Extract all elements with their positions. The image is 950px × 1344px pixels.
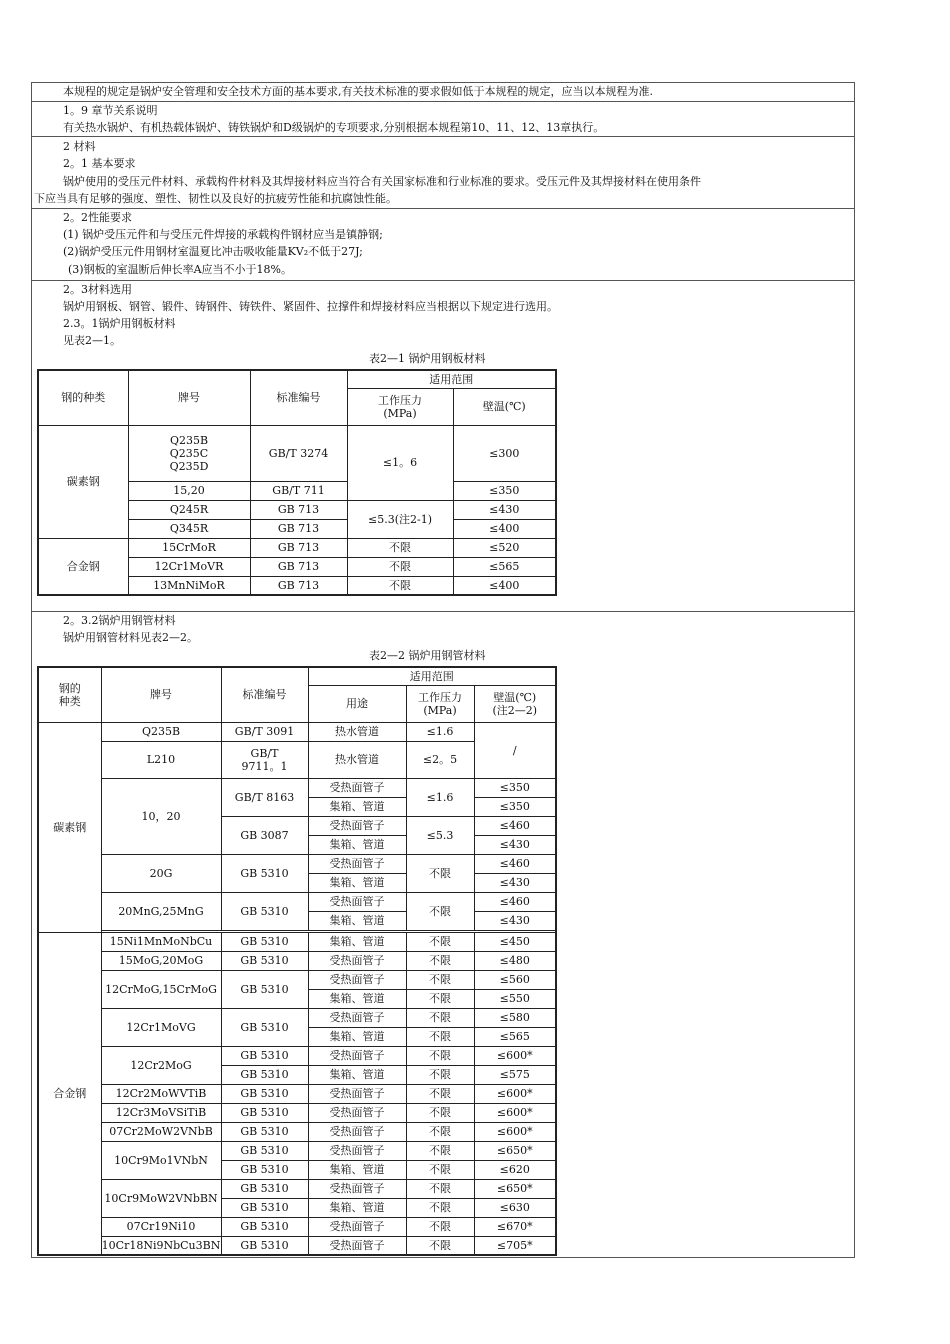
pressure-cell: 不限 xyxy=(406,1046,474,1065)
pressure-cell: 不限 xyxy=(406,1236,474,1255)
use-cell: 受热面管子 xyxy=(308,1141,406,1160)
standard-cell: GB/T 8163 xyxy=(221,778,308,816)
pressure-cell: 不限 xyxy=(406,1122,474,1141)
grade-cell: 12Cr3MoVSiTiB xyxy=(101,1103,221,1122)
header-kind xyxy=(38,667,101,722)
grade-cell: 13MnNiMoR xyxy=(128,576,250,595)
standard-cell: GB/T 3274 xyxy=(250,425,347,481)
pressure-cell: 不限 xyxy=(406,1198,474,1217)
standard-cell: GB 5310 xyxy=(221,1046,308,1065)
grade-cell: 15,20 xyxy=(128,481,250,500)
pressure-cell: ≤5.3 xyxy=(406,816,474,854)
header-grade: 牌号 xyxy=(101,667,221,722)
pressure-cell: 不限 xyxy=(406,989,474,1008)
temp-cell: / xyxy=(474,722,556,778)
grade-line: Q235B xyxy=(169,433,209,447)
temp-cell: ≤300 xyxy=(453,425,556,481)
grade-cell: 07Cr19Ni10 xyxy=(101,1217,221,1236)
standard-cell: GB 5310 xyxy=(221,854,308,892)
pressure-cell: 不限 xyxy=(406,1084,474,1103)
use-cell: 热水管道 xyxy=(308,741,406,778)
list-item: (2)锅炉受压元件用钢材室温夏比冲击吸收能量KV₂不低于27J; xyxy=(63,245,363,258)
header-pressure-unit: (MPa) xyxy=(383,406,417,420)
standard-cell: GB 713 xyxy=(250,557,347,576)
temp-cell: ≤350 xyxy=(474,778,556,797)
pressure-cell: 不限 xyxy=(406,854,474,892)
use-cell: 集箱、管道 xyxy=(308,1160,406,1179)
header-temp: 壁温(℃) xyxy=(453,388,556,425)
section-heading: 2。2性能要求 xyxy=(63,211,132,224)
temp-cell: ≤560 xyxy=(474,970,556,989)
temp-cell: ≤350 xyxy=(474,797,556,816)
use-cell: 受热面管子 xyxy=(308,1084,406,1103)
paragraph: 锅炉用钢板、钢管、锻件、铸钢件、铸铁件、紧固件、拉撑件和焊接材料应当根据以下规定进行选用。 xyxy=(63,300,558,313)
pressure-cell: ≤2。5 xyxy=(406,741,474,778)
use-cell: 热水管道 xyxy=(308,722,406,741)
paragraph: 锅炉用钢管材料见表2—2。 xyxy=(63,631,198,644)
temp-cell: ≤400 xyxy=(453,519,556,538)
temp-cell: ≤600* xyxy=(474,1122,556,1141)
standard-cell: GB 5310 xyxy=(221,1160,308,1179)
temp-cell: ≤550 xyxy=(474,989,556,1008)
pressure-cell: 不限 xyxy=(347,576,453,595)
kind-cell: 合金钢 xyxy=(38,932,101,1255)
temp-cell: ≤430 xyxy=(474,835,556,854)
temp-cell: ≤480 xyxy=(474,951,556,970)
pressure-cell: ≤1.6 xyxy=(406,778,474,816)
standard-cell: GB 713 xyxy=(250,500,347,519)
grade-cell: 15CrMoR xyxy=(128,538,250,557)
paragraph: 有关热水锅炉、有机热载体锅炉、铸铁锅炉和D级锅炉的专项要求,分别根据本规程第10、11、12、13章执行。 xyxy=(63,121,605,134)
kind-cell: 合金钢 xyxy=(38,538,128,595)
use-cell: 集箱、管道 xyxy=(308,797,406,816)
pressure-cell: 不限 xyxy=(347,557,453,576)
standard-cell: GB 3087 xyxy=(221,816,308,854)
temp-cell: ≤705* xyxy=(474,1236,556,1255)
list-item: (1) 锅炉受压元件和与受压元件焊接的承载构件钢材应当是镇静钢; xyxy=(63,228,383,241)
temp-cell: ≤460 xyxy=(474,854,556,873)
pressure-cell: 不限 xyxy=(406,1179,474,1198)
pressure-cell: ≤5.3(注2-1) xyxy=(347,500,453,538)
temp-cell: ≤565 xyxy=(453,557,556,576)
use-cell: 受热面管子 xyxy=(308,970,406,989)
use-cell: 集箱、管道 xyxy=(308,932,406,951)
grade-cell: 10Cr9Mo1VNbN xyxy=(101,1141,221,1179)
standard-cell xyxy=(221,741,308,778)
temp-cell: ≤575 xyxy=(474,1065,556,1084)
section-2-2 xyxy=(32,208,854,280)
temp-cell: ≤460 xyxy=(474,816,556,835)
temp-cell: ≤630 xyxy=(474,1198,556,1217)
use-cell: 受热面管子 xyxy=(308,778,406,797)
section-heading: 2。3材料选用 xyxy=(63,283,132,296)
header-temp-note: (注2—2) xyxy=(492,703,538,717)
paragraph: 见表2—1。 xyxy=(63,334,121,347)
header-kind-line: 钢的 xyxy=(58,681,81,695)
use-cell: 受热面管子 xyxy=(308,1103,406,1122)
grade-cell: Q235B xyxy=(101,722,221,741)
kind-cell: 碳素钢 xyxy=(38,425,128,538)
pressure-cell: 不限 xyxy=(406,1217,474,1236)
pressure-cell: 不限 xyxy=(406,1160,474,1179)
standard-cell: GB 713 xyxy=(250,576,347,595)
pressure-cell: 不限 xyxy=(406,1103,474,1122)
standard-cell: GB 5310 xyxy=(221,1065,308,1084)
header-temp-label: 壁温(℃) xyxy=(493,690,537,704)
use-cell: 集箱、管道 xyxy=(308,989,406,1008)
temp-cell: ≤650* xyxy=(474,1179,556,1198)
standard-cell: GB 5310 xyxy=(221,1122,308,1141)
use-cell: 受热面管子 xyxy=(308,951,406,970)
standard-cell: GB 5310 xyxy=(221,970,308,1008)
standard-cell: GB 5310 xyxy=(221,932,308,951)
grade-cell: Q245R xyxy=(128,500,250,519)
pressure-cell: 不限 xyxy=(347,538,453,557)
grade-cell: 12Cr1MoVG xyxy=(101,1008,221,1046)
list-item: (3)钢板的室温断后伸长率A应当不小于18%。 xyxy=(68,263,292,276)
header-grade: 牌号 xyxy=(128,370,250,425)
table-caption: 表2—2 锅炉用钢管材料 xyxy=(369,649,486,662)
standard-cell: GB 5310 xyxy=(221,1179,308,1198)
grade-line: Q235C xyxy=(169,446,209,460)
use-cell: 集箱、管道 xyxy=(308,1027,406,1046)
use-cell: 集箱、管道 xyxy=(308,1065,406,1084)
header-pressure xyxy=(347,388,453,425)
pressure-cell: 不限 xyxy=(406,1141,474,1160)
use-cell: 受热面管子 xyxy=(308,1236,406,1255)
pressure-cell: 不限 xyxy=(406,1008,474,1027)
section-heading: 1。9 章节关系说明 xyxy=(63,104,158,117)
section-2-3-2 xyxy=(32,611,854,1257)
temp-cell: ≤670* xyxy=(474,1217,556,1236)
grade-cell: 07Cr2MoW2VNbB xyxy=(101,1122,221,1141)
standard-cell: GB 5310 xyxy=(221,1141,308,1160)
header-standard: 标准编号 xyxy=(221,667,308,722)
pressure-cell: ≤1。6 xyxy=(347,425,453,500)
pressure-cell: 不限 xyxy=(406,951,474,970)
section-scope xyxy=(32,83,854,101)
standard-cell: GB 5310 xyxy=(221,892,308,930)
standard-cell: GB 5310 xyxy=(221,1198,308,1217)
section-2-materials xyxy=(32,136,854,208)
use-cell: 受热面管子 xyxy=(308,1008,406,1027)
steel-plate-table xyxy=(37,369,557,596)
subsection-heading: 2。3.2锅炉用钢管材料 xyxy=(63,614,176,627)
standard-cell: GB/T 3091 xyxy=(221,722,308,741)
temp-cell: ≤430 xyxy=(453,500,556,519)
use-cell: 集箱、管道 xyxy=(308,835,406,854)
standard-cell: GB 5310 xyxy=(221,951,308,970)
standard-cell: GB/T 711 xyxy=(250,481,347,500)
header-kind: 钢的种类 xyxy=(38,370,128,425)
paragraph-continuation: 下应当具有足够的强度、塑性、韧性以及良好的抗疲劳性能和抗腐蚀性能。 xyxy=(34,192,397,205)
grade-cell: 15MoG,20MoG xyxy=(101,951,221,970)
grade-cell: 10Cr18Ni9NbCu3BN xyxy=(101,1236,221,1255)
use-cell: 受热面管子 xyxy=(308,854,406,873)
header-pressure-label: 工作压力 xyxy=(418,690,462,704)
header-pressure-unit: (MPa) xyxy=(423,703,457,717)
grade-cell: 20MnG,25MnG xyxy=(101,892,221,930)
pressure-cell: 不限 xyxy=(406,970,474,989)
grade-cell: 12Cr2MoWVTiB xyxy=(101,1084,221,1103)
grade-cell: 15Ni1MnMoNbCu xyxy=(101,932,221,951)
use-cell: 受热面管子 xyxy=(308,892,406,911)
grade-cell: 10Cr9MoW2VNbBN xyxy=(101,1179,221,1217)
kind-cell: 碳素钢 xyxy=(38,722,101,932)
header-standard: 标准编号 xyxy=(250,370,347,425)
pressure-cell: 不限 xyxy=(406,892,474,930)
header-pressure xyxy=(406,685,474,722)
temp-cell: ≤620 xyxy=(474,1160,556,1179)
pressure-cell: 不限 xyxy=(406,932,474,951)
standard-cell: GB 713 xyxy=(250,538,347,557)
standard-cell: GB 5310 xyxy=(221,1008,308,1046)
header-use: 用途 xyxy=(308,685,406,722)
section-2-3 xyxy=(32,280,854,611)
standard-cell: GB 5310 xyxy=(221,1236,308,1255)
paragraph: 锅炉使用的受压元件材料、承载构件材料及其焊接材料应当符合有关国家标准和行业标准的要求。受压元件及其焊接材料在使用条件 xyxy=(63,175,701,188)
steel-tube-table xyxy=(37,666,557,1256)
paragraph: 本规程的规定是锅炉安全管理和安全技术方面的基本要求,有关技术标准的要求假如低于本规程的规定，应当以本规程为准. xyxy=(63,85,653,98)
header-kind-line: 种类 xyxy=(58,694,81,708)
temp-cell: ≤600* xyxy=(474,1103,556,1122)
grade-cell: 12Cr1MoVR xyxy=(128,557,250,576)
grade-cell: L210 xyxy=(101,741,221,778)
grade-cell xyxy=(128,425,250,481)
header-scope: 适用范围 xyxy=(308,667,556,685)
header-scope: 适用范围 xyxy=(347,370,556,388)
pressure-cell: ≤1.6 xyxy=(406,722,474,741)
chapter-heading: 2 材料 xyxy=(63,140,96,153)
use-cell: 受热面管子 xyxy=(308,816,406,835)
use-cell: 受热面管子 xyxy=(308,1122,406,1141)
grade-cell: 12CrMoG,15CrMoG xyxy=(101,970,221,1008)
use-cell: 受热面管子 xyxy=(308,1179,406,1198)
temp-cell: ≤430 xyxy=(474,873,556,892)
temp-cell: ≤400 xyxy=(453,576,556,595)
temp-cell: ≤460 xyxy=(474,892,556,911)
temp-cell: ≤350 xyxy=(453,481,556,500)
section-1-9 xyxy=(32,101,854,136)
section-heading: 2。1 基本要求 xyxy=(63,157,136,170)
standard-cell: GB 5310 xyxy=(221,1217,308,1236)
use-cell: 受热面管子 xyxy=(308,1217,406,1236)
temp-cell: ≤450 xyxy=(474,932,556,951)
temp-cell: ≤520 xyxy=(453,538,556,557)
standard-cell: GB 5310 xyxy=(221,1103,308,1122)
header-temp xyxy=(474,685,556,722)
temp-cell: ≤430 xyxy=(474,911,556,930)
standard-cell: GB 5310 xyxy=(221,1084,308,1103)
temp-cell: ≤600* xyxy=(474,1046,556,1065)
grade-cell: 20G xyxy=(101,854,221,892)
grade-cell: Q345R xyxy=(128,519,250,538)
document-frame xyxy=(31,82,855,1258)
grade-line: Q235D xyxy=(169,459,209,473)
temp-cell: ≤600* xyxy=(474,1084,556,1103)
header-pressure-label: 工作压力 xyxy=(378,393,422,407)
use-cell: 集箱、管道 xyxy=(308,911,406,930)
standard-line: GB/T xyxy=(250,746,279,760)
standard-line: 9711。1 xyxy=(241,759,288,773)
grade-cell: 10，20 xyxy=(101,778,221,854)
pressure-cell: 不限 xyxy=(406,1027,474,1046)
temp-cell: ≤650* xyxy=(474,1141,556,1160)
grade-cell: 12Cr2MoG xyxy=(101,1046,221,1084)
standard-cell: GB 713 xyxy=(250,519,347,538)
pressure-cell: 不限 xyxy=(406,1065,474,1084)
use-cell: 集箱、管道 xyxy=(308,1198,406,1217)
table-caption: 表2—1 锅炉用钢板材料 xyxy=(369,352,486,365)
temp-cell: ≤580 xyxy=(474,1008,556,1027)
temp-cell: ≤565 xyxy=(474,1027,556,1046)
use-cell: 集箱、管道 xyxy=(308,873,406,892)
subsection-heading: 2.3。1锅炉用钢板材料 xyxy=(63,317,176,330)
use-cell: 受热面管子 xyxy=(308,1046,406,1065)
